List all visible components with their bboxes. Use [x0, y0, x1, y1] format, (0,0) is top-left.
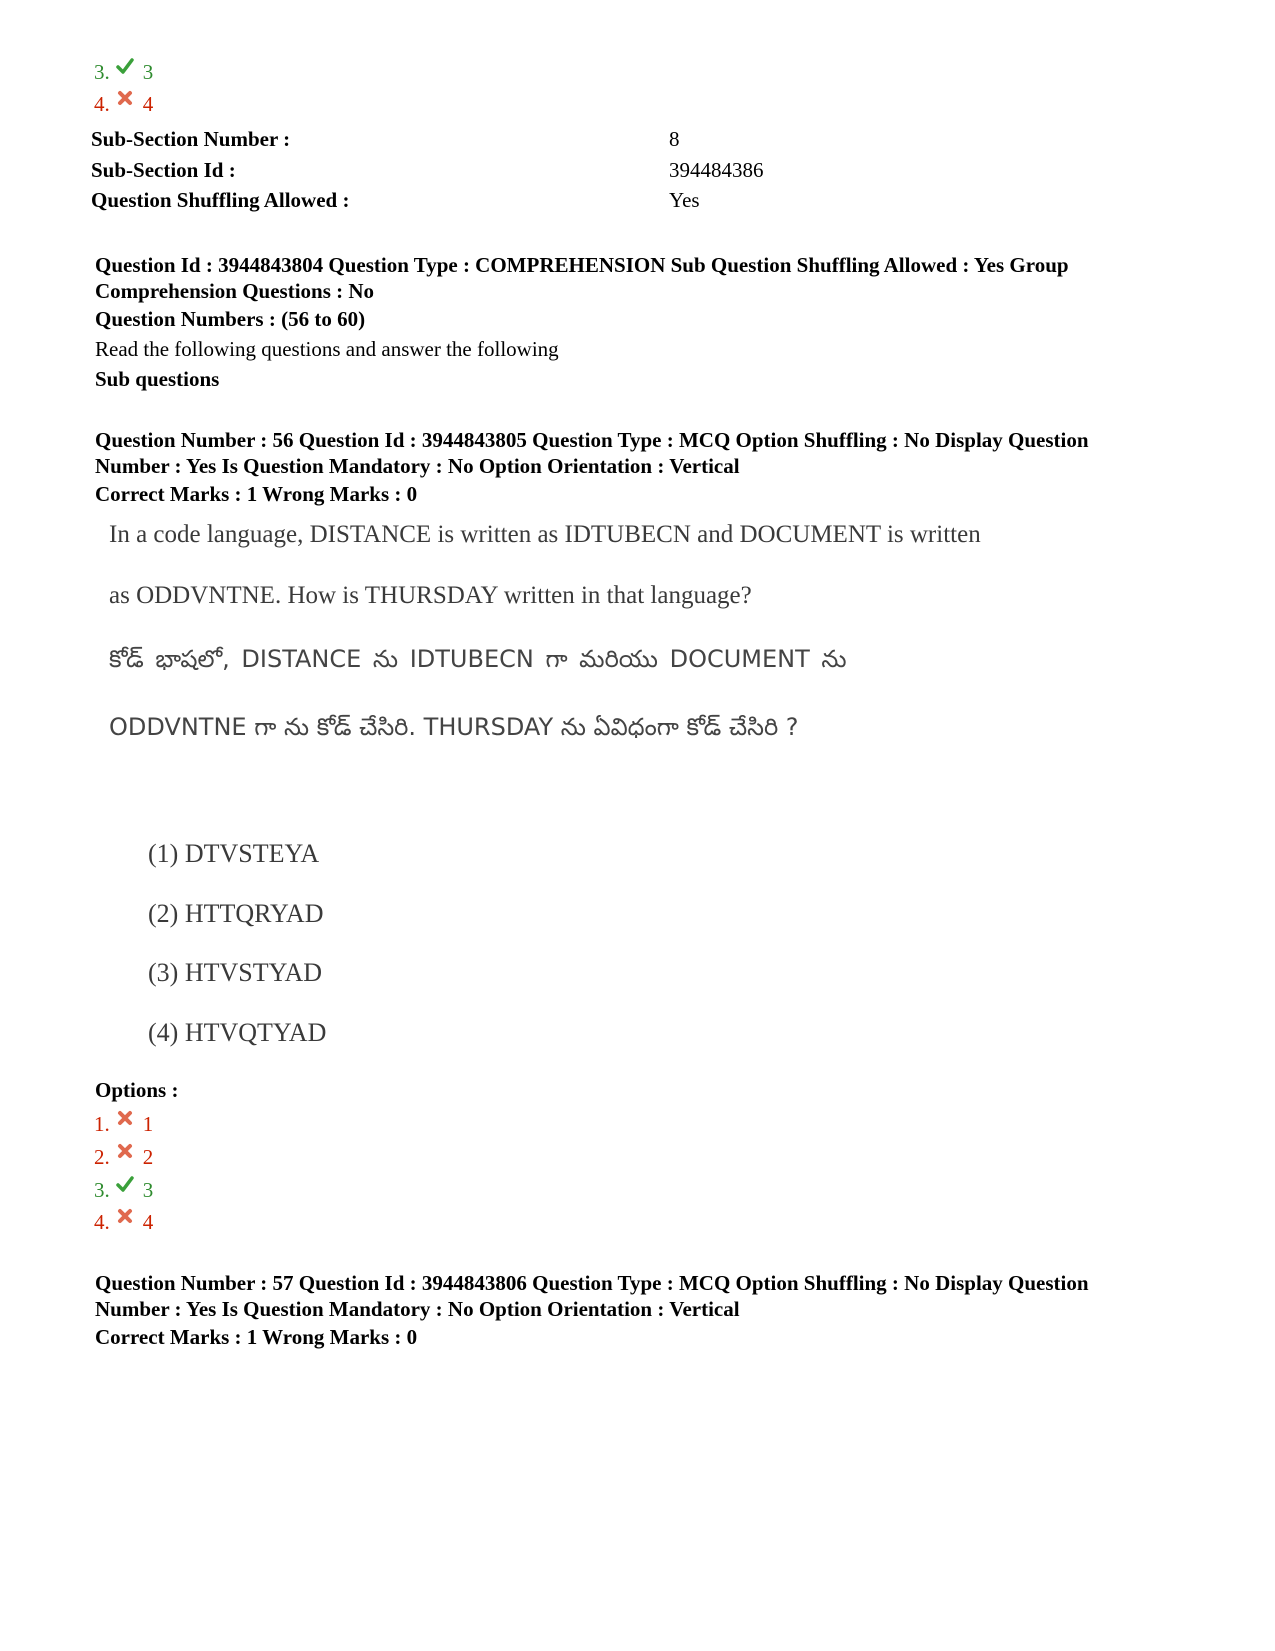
option-index: 4.: [94, 1210, 110, 1234]
option-row: [94, 1145, 153, 1169]
options-label: Options :: [95, 1078, 179, 1102]
answer-choice: (1) DTVSTEYA: [148, 839, 320, 868]
comprehension-meta-line: Question Id : 3944843804 Question Type : COMPREHENSION Sub Question Shuffling Allowed : Yes Group: [95, 253, 1069, 277]
option-row: [94, 1210, 153, 1234]
subsection-number-value: 8: [669, 127, 680, 151]
option-value: 4: [142, 92, 154, 116]
option-value: 3: [142, 1178, 154, 1202]
comprehension-meta-line: Comprehension Questions : No: [95, 279, 375, 303]
cross-icon: [116, 1142, 134, 1160]
question-57-marks: Correct Marks : 1 Wrong Marks : 0: [95, 1325, 418, 1349]
option-value: 4: [142, 1210, 154, 1234]
question-57-meta: [95, 1270, 1175, 1322]
option-row: [94, 1178, 153, 1202]
comprehension-meta: [95, 252, 1175, 304]
check-icon: [116, 1175, 134, 1193]
option-index: 3.: [94, 1178, 110, 1202]
answer-choice: (3) HTVSTYAD: [148, 958, 323, 987]
question-text-telugu: ODDVNTNE గా ను కోడ్ చేసిరి. THURSDAY ను ఏవిధంగా కోడ్ చేసిరి ?: [109, 713, 799, 741]
question-text-telugu: కోడ్ భాషలో, DISTANCE ను IDTUBECN గా మరియు DOCUMENT ను: [109, 645, 847, 673]
question-56-meta: [95, 427, 1175, 479]
option-row: [94, 60, 153, 84]
option-index: 2.: [94, 1145, 110, 1169]
question-meta-line: Number : Yes Is Question Mandatory : No Option Orientation : Vertical: [95, 454, 740, 478]
question-meta-line: Question Number : 57 Question Id : 3944843806 Question Type : MCQ Option Shuffling : No Display Question: [95, 1271, 1089, 1295]
question-56-marks: Correct Marks : 1 Wrong Marks : 0: [95, 482, 418, 506]
check-icon: [116, 57, 134, 75]
question-text-english: as ODDVNTNE. How is THURSDAY written in that language?: [109, 582, 752, 609]
answer-choice: (2) HTTQRYAD: [148, 899, 324, 928]
question-shuffling-label: Question Shuffling Allowed :: [91, 188, 350, 212]
subsection-id-label: Sub-Section Id :: [91, 158, 236, 182]
question-shuffling-value: Yes: [669, 188, 700, 212]
question-meta-line: Number : Yes Is Question Mandatory : No Option Orientation : Vertical: [95, 1297, 740, 1321]
option-index: 3.: [94, 60, 110, 84]
option-row: [94, 92, 153, 116]
question-text-english: In a code language, DISTANCE is written as IDTUBECN and DOCUMENT is written: [109, 521, 981, 548]
subsection-id-value: 394484386: [669, 158, 764, 182]
option-index: 1.: [94, 1112, 110, 1136]
cross-icon: [116, 1109, 134, 1127]
option-value: 1: [142, 1112, 154, 1136]
cross-icon: [116, 89, 134, 107]
option-index: 4.: [94, 92, 110, 116]
question-meta-line: Question Number : 56 Question Id : 3944843805 Question Type : MCQ Option Shuffling : No Display Question: [95, 428, 1089, 452]
comprehension-instruction: Read the following questions and answer the following: [95, 337, 559, 361]
question-numbers: Question Numbers : (56 to 60): [95, 307, 366, 331]
cross-icon: [116, 1207, 134, 1225]
subsection-number-label: Sub-Section Number :: [91, 127, 291, 151]
sub-questions-heading: Sub questions: [95, 367, 220, 391]
option-value: 3: [142, 60, 154, 84]
option-row: [94, 1112, 153, 1136]
answer-choice: (4) HTVQTYAD: [148, 1018, 327, 1047]
option-value: 2: [142, 1145, 154, 1169]
